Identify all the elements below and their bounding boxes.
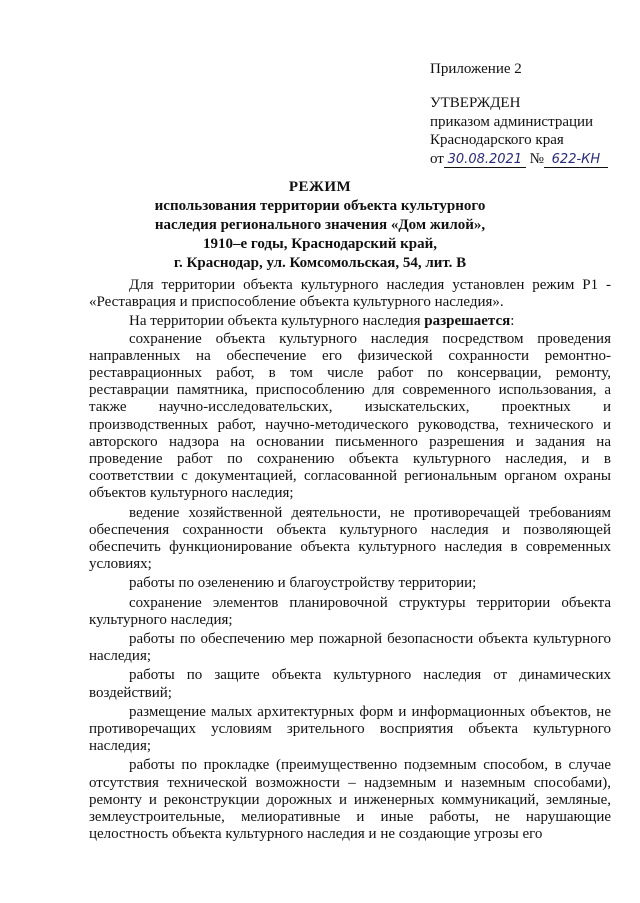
list-item: размещение малых архитектурных форм и информационных объектов, не противоречащих условиям зрительного восприятия объекта культурного наследия; [89, 703, 611, 755]
date-prefix: от [430, 150, 444, 167]
list-item: сохранение элементов планировочной структуры территории объекта культурного наследия; [89, 594, 611, 628]
paragraph-regime: Для территории объекта культурного наследия установлен режим Р1 - «Реставрация и приспособление объекта культурного наследия». [89, 277, 611, 311]
title-line-1: использования территории объекта культурного [154, 198, 486, 214]
title-line-4: г. Краснодар, ул. Комсомольская, 54, лит. В [173, 255, 467, 271]
title-line-2: наследия регионального значения «Дом жилой», [154, 217, 486, 233]
order-line-2: Краснодарского края [430, 132, 564, 148]
allowed-colon: : [510, 313, 515, 330]
list-item: сохранение объекта культурного наследия посредством проведения направленных на обеспечение его физической сохранности ремонтно-реставрационных работ, в том числе работ по консервации, ремонту, реставрации памятника, приспособлению для современного использования, а также научно-исследовательских, изыскательских, проектных и производственных работ, научно-методического руководства, технического и авторского надзора на основании письменного разрешения и задания на проведение работ по сохранению объекта культурного наследия, и в соответствии с документацией, согласованной региональным органом охраны объектов культурного наследия; [89, 330, 611, 502]
title-line-3: 1910–е годы, Краснодарский край, [203, 236, 437, 252]
list-item: работы по обеспечению мер пожарной безопасности объекта культурного наследия; [89, 631, 611, 665]
approval-block [430, 94, 608, 168]
document-body [89, 277, 611, 844]
handwritten-number: 622-КН [544, 152, 608, 168]
handwritten-date: 30.08.2021 [444, 152, 526, 168]
list-item: ведение хозяйственной деятельности, не противоречащей требованиям обеспечения сохранности объекта культурного наследия и позволяющей обеспечить функционирование объекта культурного наследия в современных условиях; [89, 504, 611, 573]
document-title [0, 178, 640, 273]
title-main: РЕЖИМ [288, 179, 352, 195]
order-line-1: приказом администрации [430, 113, 594, 130]
appendix-label: Приложение 2 [430, 61, 522, 77]
list-item: работы по озеленению и благоустройству территории; [129, 575, 477, 592]
list-item: работы по прокладке (преимущественно подземным способом, в случае отсутствия технической возможности – надземным и наземным способами), ремонту и реконструкции дорожных и инженерных коммуникаций, земляные, землеустроительные, мелиоративные и иные работы, не нарушающие целостность объекта культурного наследия и не создающие угрозы его [89, 757, 611, 843]
list-item: работы по защите объекта культурного наследия от динамических воздействий; [89, 667, 611, 701]
allowed-keyword: разрешается [424, 313, 511, 330]
approved-label: УТВЕРЖДЕН [430, 95, 521, 111]
order-date-number [430, 150, 608, 169]
allowed-lead: На территории объекта культурного наследия [129, 313, 425, 330]
number-prefix: № [529, 150, 544, 167]
paragraph-allowed [89, 313, 611, 330]
